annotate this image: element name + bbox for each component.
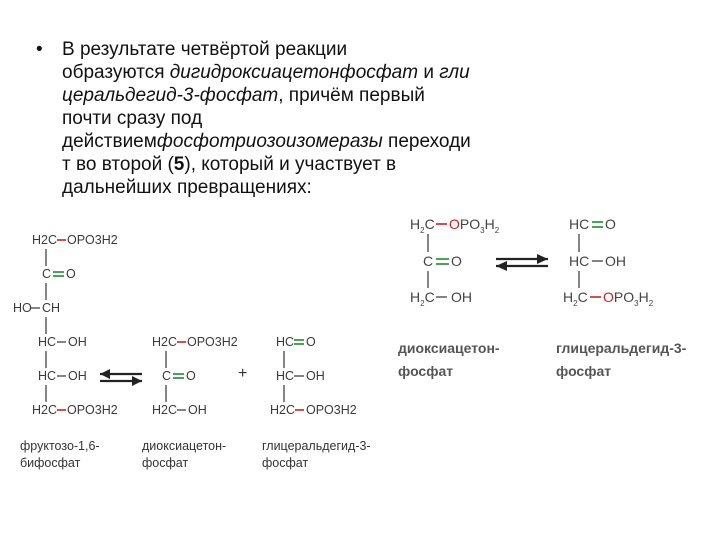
atom-o: O	[605, 216, 616, 232]
equilibrium-arrows-right	[496, 254, 548, 271]
atom-o: O	[186, 369, 196, 383]
atom-oh: OH	[306, 369, 325, 383]
text-span: и	[418, 62, 440, 83]
atom-o: O	[306, 335, 316, 349]
caption-dhap-large-line1: диоксиацетон-	[398, 340, 500, 356]
gap-structure-small	[270, 335, 357, 417]
atom-opo3h2: OPO3H2	[67, 403, 118, 417]
atom-hc: HC	[569, 253, 590, 269]
atom-oh: OH	[451, 289, 472, 305]
atom-opo3h2: OPO3H2	[187, 335, 238, 349]
text-span: дальнейших превращениях:	[62, 177, 312, 198]
atom-opo3h2: OPO3H2	[67, 233, 118, 247]
atom-ch: CH	[42, 301, 61, 315]
text-span: , причём первый	[278, 85, 425, 106]
term-gap-part2: церальдегид-3-фосфат	[62, 85, 279, 106]
atom-hc: HC	[276, 335, 295, 349]
compound-number: 5	[173, 154, 185, 175]
atom-hc: HC	[38, 335, 57, 349]
caption-gap-line1: глицеральдегид-3-	[262, 439, 371, 453]
atom-oh: OH	[68, 369, 87, 383]
atom-oh: OH	[188, 403, 207, 417]
text-span: В результате четвёртой реакции	[62, 39, 348, 60]
atom-o: O	[451, 253, 462, 269]
text-span: т во второй (	[62, 154, 174, 175]
atom-h2c: H2C	[270, 403, 296, 417]
atom-hc: HC	[276, 369, 295, 383]
fructose-bisphosphate-structure	[13, 233, 118, 417]
term-gap-part1: гли	[439, 62, 470, 83]
atom-opo3h2: OPO3H2	[306, 403, 357, 417]
atom-opo3h2: $OPO_3H_2$	[449, 216, 500, 235]
caption-gap-large-line2: фосфат	[556, 363, 612, 379]
term-dhap: дигидроксиацетонфосфат	[169, 62, 419, 83]
text-span: ), который и участвует в	[184, 154, 397, 175]
atom-hc: HC	[38, 369, 57, 383]
atom-o: O	[66, 267, 76, 281]
caption-dhap-line2: фосфат	[142, 456, 189, 470]
atom-c: C	[42, 267, 52, 281]
term-enzyme: фосфотриозоизомеразы	[156, 131, 383, 152]
caption-fructose-line1: фруктозо-1,6-	[20, 439, 100, 453]
atom-h2c: $H_2C$	[563, 289, 588, 308]
atom-h2c: H2C	[32, 403, 58, 417]
dhap-structure-large	[410, 216, 500, 308]
caption-fructose-line2: бифосфат	[20, 456, 81, 470]
atom-h2c: H2C	[152, 335, 178, 349]
atom-h2c: $H_2C$	[410, 289, 435, 308]
bullet-marker: •	[36, 39, 43, 60]
text-span: образуются	[62, 62, 170, 83]
atom-c: C	[423, 253, 434, 269]
equilibrium-arrows-left	[100, 369, 142, 386]
caption-dhap-line1: диоксиацетон-	[142, 439, 227, 453]
plus-sign: +	[238, 365, 248, 382]
atom-h2c: $H_2C$	[410, 216, 435, 235]
atom-oh: OH	[68, 335, 87, 349]
dhap-structure-small	[152, 335, 238, 417]
atom-opo3h2: $OPO_3H_2$	[603, 289, 654, 308]
text-span: действием	[62, 131, 157, 152]
text-span: переходи	[382, 131, 471, 152]
gap-structure-large	[563, 216, 654, 308]
text-span: почти сразу под	[62, 108, 203, 129]
caption-dhap-large-line2: фосфат	[398, 363, 454, 379]
atom-h2c: H2C	[152, 403, 178, 417]
atom-hc: HC	[569, 216, 590, 232]
caption-gap-large-line1: глицеральдегид-3-	[556, 340, 687, 356]
atom-h2c: H2C	[32, 233, 58, 247]
atom-oh: OH	[605, 253, 626, 269]
atom-c: C	[162, 369, 172, 383]
atom-ho: HO	[13, 301, 32, 315]
caption-gap-line2: фосфат	[262, 456, 309, 470]
